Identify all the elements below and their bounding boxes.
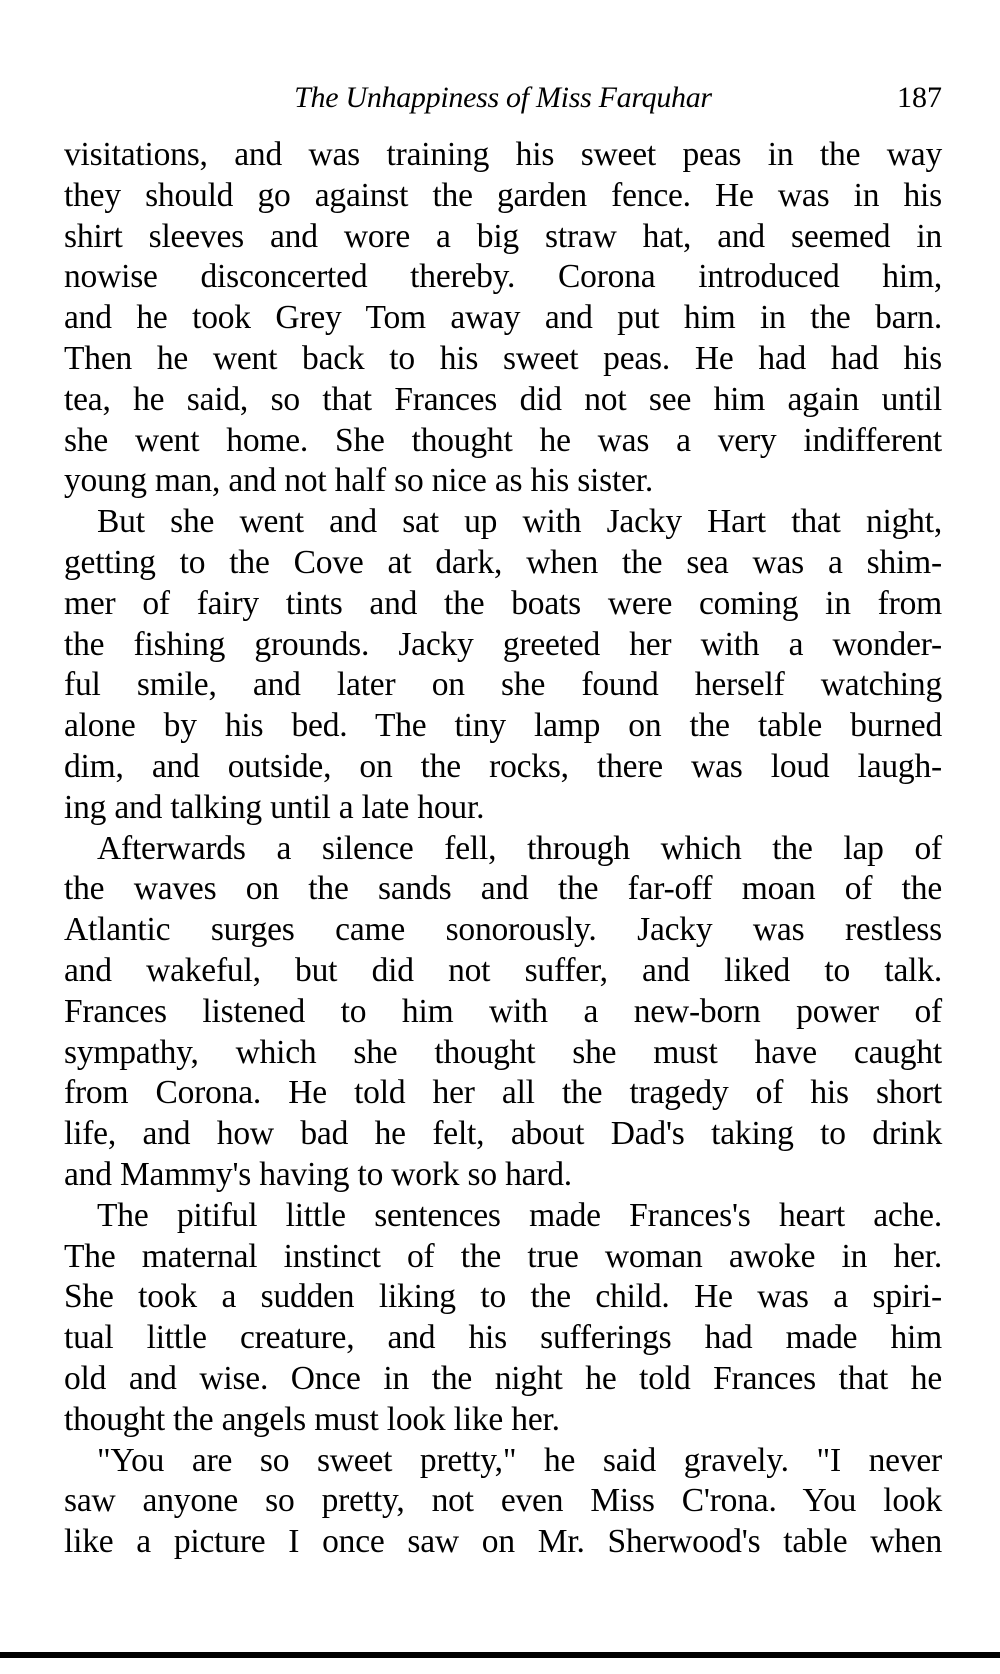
text-line: sympathy, which she thought she must have caught xyxy=(64,1033,942,1071)
text-line: life, and how bad he felt, about Dad's taking to drink xyxy=(64,1115,942,1153)
text-line: ful smile, and later on she found herself watching xyxy=(64,666,942,704)
text-line: Then he went back to his sweet peas. He had had his xyxy=(64,339,942,377)
text-line: like a picture I once saw on Mr. Sherwood's table when xyxy=(64,1523,942,1561)
text-line: nowise disconcerted thereby. Corona introduced him, xyxy=(64,258,942,296)
text-line: "You are so sweet pretty," he said gravely. "I never xyxy=(97,1441,942,1479)
text-line: ing and talking until a late hour. xyxy=(64,788,485,826)
paragraph-5 xyxy=(64,1441,942,1563)
bottom-rule xyxy=(0,1652,1000,1658)
text-line: tual little creature, and his sufferings had made him xyxy=(64,1319,942,1357)
running-title: The Unhappiness of Miss Farquhar xyxy=(294,81,712,114)
text-line: mer of fairy tints and the boats were coming in from xyxy=(64,584,942,622)
text-line: old and wise. Once in the night he told Frances that he xyxy=(64,1359,942,1397)
text-line: But she went and sat up with Jacky Hart that night, xyxy=(97,503,942,541)
text-line: shirt sleeves and wore a big straw hat, and seemed in xyxy=(64,217,942,255)
text-line: tea, he said, so that Frances did not see him again until xyxy=(64,380,942,418)
text-line: and he took Grey Tom away and put him in the barn. xyxy=(64,299,942,337)
text-line: the fishing grounds. Jacky greeted her with a wonder- xyxy=(64,625,942,663)
paragraph-1 xyxy=(64,135,942,502)
text-line: saw anyone so pretty, not even Miss C'rona. You look xyxy=(64,1482,942,1520)
body-text xyxy=(64,135,942,1563)
paragraph-2 xyxy=(64,502,942,828)
paragraph-4 xyxy=(64,1196,942,1441)
text-line: The pitiful little sentences made Frances's heart ache. xyxy=(97,1196,942,1234)
text-line: visitations, and was training his sweet peas in the way xyxy=(64,136,942,173)
paragraph-3 xyxy=(64,829,942,1196)
text-line: dim, and outside, on the rocks, there was loud laugh- xyxy=(64,747,942,785)
running-head xyxy=(64,76,942,120)
text-line: Afterwards a silence fell, through which the lap of xyxy=(97,829,942,867)
text-line: Frances listened to him with a new-born power of xyxy=(64,992,942,1030)
text-line: she went home. She thought he was a very indifferent xyxy=(64,421,942,459)
text-line: getting to the Cove at dark, when the sea was a shim- xyxy=(64,543,942,581)
page-number: 187 xyxy=(897,81,942,114)
text-line: and wakeful, but did not suffer, and liked to talk. xyxy=(64,951,942,989)
text-line: She took a sudden liking to the child. He was a spiri- xyxy=(64,1278,942,1316)
text-line: thought the angels must look like her. xyxy=(64,1400,560,1438)
text-line: The maternal instinct of the true woman awoke in her. xyxy=(64,1237,942,1275)
text-line: Atlantic surges came sonorously. Jacky was restless xyxy=(64,911,942,949)
text-line: the waves on the sands and the far-off moan of the xyxy=(64,870,942,908)
text-line: young man, and not half so nice as his sister. xyxy=(64,462,654,500)
text-line: they should go against the garden fence. He was in his xyxy=(64,176,942,214)
text-line: alone by his bed. The tiny lamp on the table burned xyxy=(64,707,942,745)
text-line: and Mammy's having to work so hard. xyxy=(64,1155,572,1193)
text-line: from Corona. He told her all the tragedy of his short xyxy=(64,1074,942,1112)
